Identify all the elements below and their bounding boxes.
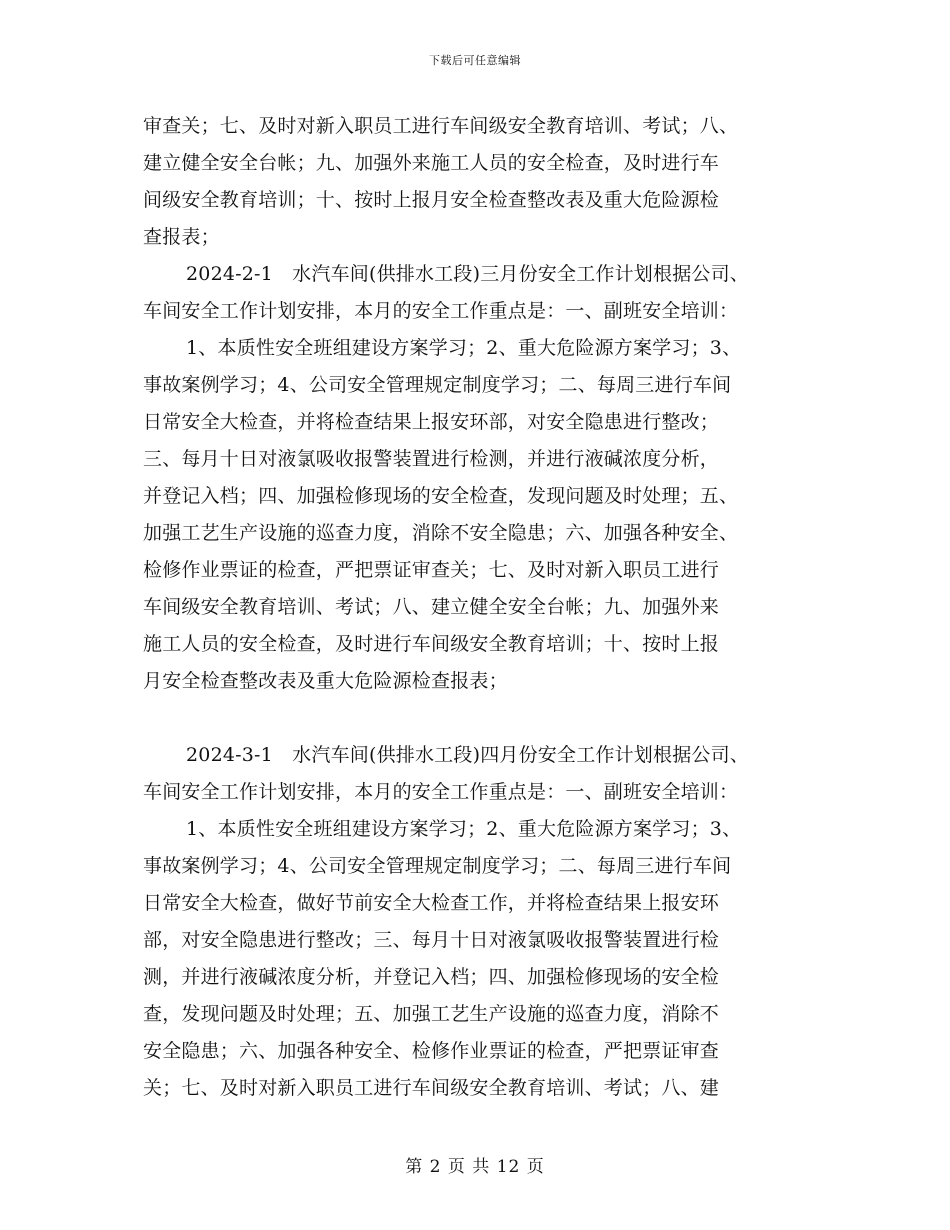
text-line: 施工人员的安全检查，及时进行车间级安全教育培训；十、按时上报 — [143, 633, 720, 655]
text-line: 审查关；七、及时对新入职员工进行车间级安全教育培训、考试；八、 — [143, 115, 739, 137]
text-line: 加强工艺生产设施的巡查力度，消除不安全隐患；六、加强各种安全、 — [143, 522, 739, 544]
page-header: 下载后可任意编辑 — [429, 54, 521, 67]
text-line: 检修作业票证的检查，严把票证审查关；七、及时对新入职员工进行 — [143, 559, 720, 581]
text-line: 日常安全大检查，并将检查结果上报安环部，对安全隐患进行整改； — [143, 411, 720, 433]
text-line: 建立健全安全台帐；九、加强外来施工人员的安全检查，及时进行车 — [143, 152, 720, 174]
text-line: 事故案例学习；4、公司安全管理规定制度学习；二、每周三进行车间 — [143, 374, 732, 396]
text-line: 三、每月十日对液氯吸收报警装置进行检测，并进行液碱浓度分析， — [143, 448, 720, 470]
text-line: 车间安全工作计划安排，本月的安全工作重点是：一、副班安全培训： — [143, 300, 739, 322]
text-line: 部，对安全隐患进行整改；三、每月十日对液氯吸收报警装置进行检 — [143, 929, 720, 951]
text-line: 查报表； — [143, 226, 220, 248]
paragraph-heading-line: 2024-2-1 水汽车间(供排水工段)三月份安全工作计划根据公司、 — [186, 263, 749, 285]
text-line: 1、本质性安全班组建设方案学习；2、重大危险源方案学习；3、 — [186, 818, 742, 840]
text-line: 查，发现问题及时处理；五、加强工艺生产设施的巡查力度，消除不 — [143, 1003, 720, 1025]
text-line: 月安全检查整改表及重大危险源检查报表； — [143, 670, 508, 692]
text-line: 日常安全大检查，做好节前安全大检查工作，并将检查结果上报安环 — [143, 892, 720, 914]
text-line: 间级安全教育培训；十、按时上报月安全检查整改表及重大危险源检 — [143, 189, 720, 211]
paragraph-heading-line: 2024-3-1 水汽车间(供排水工段)四月份安全工作计划根据公司、 — [186, 744, 749, 766]
text-line: 车间安全工作计划安排，本月的安全工作重点是：一、副班安全培训： — [143, 781, 739, 803]
text-line: 并登记入档；四、加强检修现场的安全检查，发现问题及时处理；五、 — [143, 485, 739, 507]
text-line: 测，并进行液碱浓度分析，并登记入档；四、加强检修现场的安全检 — [143, 966, 720, 988]
text-line: 关；七、及时对新入职员工进行车间级安全教育培训、考试；八、建 — [143, 1077, 720, 1099]
text-line: 车间级安全教育培训、考试；八、建立健全安全台帐；九、加强外来 — [143, 596, 720, 618]
text-line: 事故案例学习；4、公司安全管理规定制度学习；二、每周三进行车间 — [143, 855, 732, 877]
page-footer: 第 2 页 共 12 页 — [405, 1157, 545, 1177]
text-line: 1、本质性安全班组建设方案学习；2、重大危险源方案学习；3、 — [186, 337, 742, 359]
text-line: 安全隐患；六、加强各种安全、检修作业票证的检查，严把票证审查 — [143, 1040, 720, 1062]
